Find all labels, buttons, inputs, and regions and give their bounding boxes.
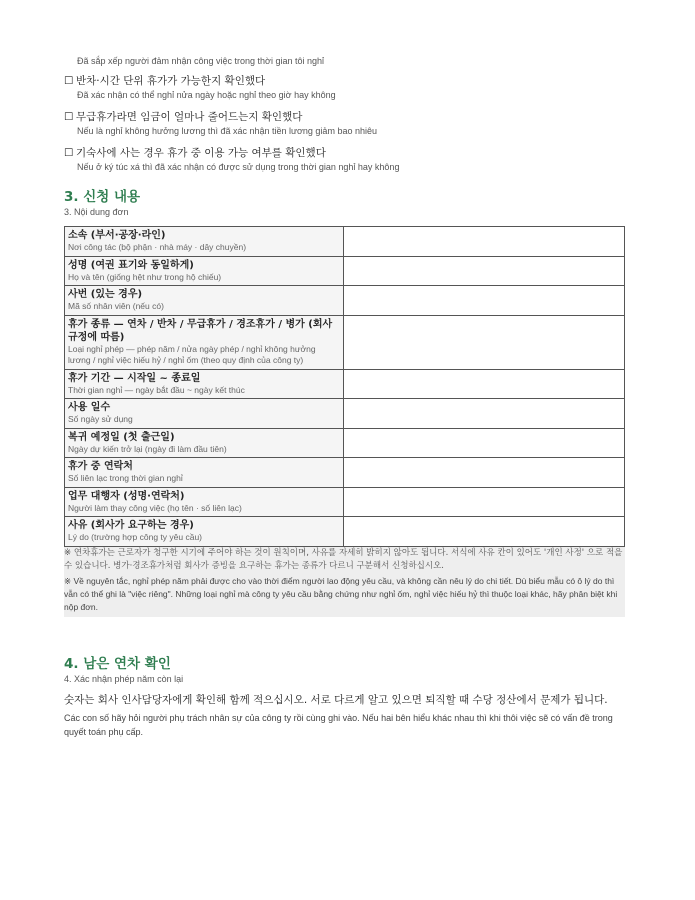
form-row-input-cell[interactable] (344, 399, 625, 429)
form-row-input-cell[interactable] (344, 428, 625, 458)
document-content (64, 56, 630, 739)
form-row (65, 399, 625, 429)
section-4-body-vi: Các con số hãy hỏi người phụ trách nhân sự của công ty rồi cùng ghi vào. Nếu hai bên hiểu khác nhau thì khi thôi việc sẽ có vấn đề trong quyết toán phụ cấp. (64, 712, 613, 737)
checkbox-icon[interactable]: ☐ (64, 111, 74, 123)
form-row (65, 517, 625, 547)
form-row-label (65, 369, 344, 399)
form-row-label-vi: Số ngày sử dụng (68, 414, 133, 424)
checklist-item-ko: 반차·시간 단위 휴가가 가능한지 확인했다 (76, 75, 266, 87)
section-4-subtitle: 4. Xác nhận phép năm còn lại (64, 673, 184, 684)
form-row-input-cell[interactable] (344, 286, 625, 316)
form-row-label-vi: Lý do (trường hợp công ty yêu cầu) (68, 532, 203, 542)
form-row-input-cell[interactable] (344, 517, 625, 547)
section-3-subtitle: 3. Nội dung đơn (64, 207, 129, 217)
form-row (65, 428, 625, 458)
form-row-label-ko: 휴가 종류 — 연차 / 반차 / 무급휴가 / 경조휴가 / 병가 (회사 규정에 따름) (68, 318, 333, 343)
form-row-label-vi: Mã số nhân viên (nếu có) (68, 301, 164, 311)
checkbox-icon[interactable]: ☐ (64, 147, 74, 159)
form-row-label-vi: Người làm thay công việc (họ tên · số liên lạc) (68, 502, 242, 513)
section-4-title: 4. 남은 연차 확인 (64, 655, 171, 672)
section-4-body-ko: 숫자는 회사 인사담당자에게 확인해 함께 적으십시오. 서로 다르게 알고 있으면 퇴직할 때 수당 정산에서 문제가 됩니다. (64, 693, 608, 706)
form-row-input-cell[interactable] (344, 369, 625, 399)
form-row (65, 227, 625, 257)
checklist-item-vi: Nếu là nghỉ không hưởng lương thì đã xác nhận tiền lương giảm bao nhiêu (77, 126, 377, 136)
form-row-label (65, 487, 344, 517)
note-vi: ※ Về nguyên tắc, nghỉ phép năm phải được cho vào thời điểm người lao động yêu cầu, và không cần nêu lý do chi tiết. Dù biểu mẫu có ô lý do thì vẫn có thể ghi là "việc riêng". Những loại nghỉ mà công ty yêu cầu bằng chứng như nghỉ ốm, nghỉ việc hiếu hỷ thì thuộc loại khác, hãy phân biệt khi nộp đơn. (64, 575, 618, 612)
checkbox-icon[interactable]: ☐ (64, 75, 74, 87)
form-row-input-cell[interactable] (344, 256, 625, 286)
notes-box (64, 547, 625, 617)
form-row-label-ko: 복귀 예정일 (첫 출근일) (68, 431, 175, 443)
form-row-label-vi: Thời gian nghỉ — ngày bắt đầu ~ ngày kết thúc (68, 384, 245, 395)
checklist-item-vi: Đã xác nhận có thể nghỉ nửa ngày hoặc nghỉ theo giờ hay không (77, 90, 336, 100)
form-row-label (65, 428, 344, 458)
form-row-label-ko: 업무 대행자 (성명·연락처) (68, 490, 185, 502)
form-row-label-ko: 사용 일수 (68, 402, 111, 413)
form-row-input-cell[interactable] (344, 487, 625, 517)
form-row-label (65, 458, 344, 488)
form-row-label (65, 315, 344, 369)
form-row (65, 315, 625, 369)
checklist-item (64, 110, 630, 138)
application-form-table (64, 226, 625, 547)
form-row (65, 286, 625, 316)
form-row-input-cell[interactable] (344, 458, 625, 488)
form-row-label (65, 399, 344, 429)
checklist-item (64, 74, 630, 102)
form-row-input-cell[interactable] (344, 315, 625, 369)
section-4 (64, 655, 630, 739)
form-row (65, 256, 625, 286)
form-row-label-ko: 사유 (회사가 요구하는 경우) (68, 520, 194, 531)
checklist-item-ko: 기숙사에 사는 경우 휴가 중 이용 가능 여부를 확인했다 (76, 147, 326, 159)
checklist-item (64, 146, 630, 174)
note-ko: ※ 연차휴가는 근로자가 청구한 시기에 주어야 하는 것이 원칙이며, 사유를 자세히 밝히지 않아도 됩니다. 서식에 사유 칸이 있어도 '개인 사정' 으로 적을 수 있습니다. 병가·경조휴가처럼 회사가 증빙을 요구하는 휴가는 종류가 다르니 구분해서 신청하십시오. (64, 547, 623, 571)
form-row-label-vi: Loại nghỉ phép — phép năm / nửa ngày phép / nghỉ không hưởng lương / nghỉ việc hiếu hỷ / nghỉ ốm (theo quy định của công ty) (68, 343, 316, 365)
form-row-label (65, 256, 344, 286)
form-row-label-ko: 성명 (여권 표기와 동일하게) (68, 259, 194, 271)
form-row-label-ko: 사번 (있는 경우) (68, 289, 143, 300)
form-row-label-vi: Số liên lạc trong thời gian nghỉ (68, 473, 183, 483)
form-row-label-vi: Nơi công tác (bộ phận · nhà máy · dây chuyền) (68, 242, 247, 252)
form-row (65, 369, 625, 399)
form-row-label-ko: 소속 (부서·공장·라인) (68, 230, 166, 241)
form-row-label-ko: 휴가 중 연락처 (68, 461, 133, 472)
form-row (65, 487, 625, 517)
form-row-label-vi: Họ và tên (giống hệt như trong hộ chiếu) (68, 271, 222, 282)
form-row-input-cell[interactable] (344, 227, 625, 257)
form-row (65, 458, 625, 488)
checklist (64, 74, 630, 174)
form-row-label (65, 517, 344, 547)
checklist-item-ko: 무급휴가라면 임금이 얼마나 줄어드는지 확인했다 (76, 111, 303, 123)
top-note: Đã sắp xếp người đảm nhận công việc trong thời gian tôi nghỉ (77, 56, 324, 66)
checklist-item-vi: Nếu ở ký túc xá thì đã xác nhận có được sử dụng trong thời gian nghỉ hay không (77, 162, 400, 172)
form-row-label-ko: 휴가 기간 — 시작일 ~ 종료일 (68, 372, 201, 384)
form-row-label (65, 286, 344, 316)
form-row-label-vi: Ngày dự kiến trở lại (ngày đi làm đầu tiên) (68, 443, 227, 454)
form-row-label (65, 227, 344, 257)
section-3-title: 3. 신청 내용 (64, 189, 141, 205)
